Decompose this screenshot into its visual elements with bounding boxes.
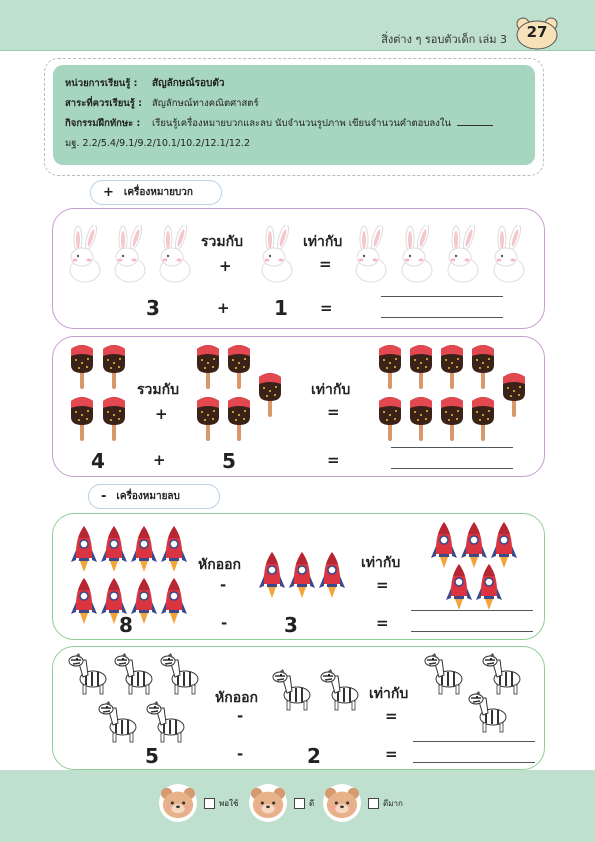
minus-symbol: - (237, 745, 244, 763)
plus-symbol: + (217, 299, 230, 317)
equals-symbol: = (376, 576, 389, 594)
first-number: 3 (146, 296, 160, 320)
answer-blank-sample (457, 125, 493, 126)
operation-word: หักออก (198, 557, 241, 573)
bear-face-icon (156, 784, 200, 822)
header-divider (0, 50, 595, 51)
answer-line-2[interactable] (391, 468, 513, 469)
first-number: 8 (119, 613, 133, 637)
very-good-label: ดีมาก (383, 798, 403, 808)
rocket-group-b (257, 550, 351, 604)
result-word: เท่ากับ (303, 234, 343, 250)
equals-symbol: = (319, 255, 332, 273)
lesson-info-box (44, 58, 544, 176)
result-word: เท่ากับ (311, 382, 351, 398)
standard-row (65, 133, 523, 153)
answer-line-1[interactable] (381, 296, 503, 297)
operation-word: หักออก (215, 690, 258, 706)
second-number: 5 (222, 449, 236, 473)
result-word: เท่ากับ (369, 686, 409, 702)
activity-label: กิจกรรมฝึกทักษะ : (65, 117, 141, 129)
minus-section-label (88, 484, 220, 509)
operation-symbol: + (155, 405, 168, 423)
answer-line-1[interactable] (413, 741, 535, 742)
equals-symbol: = (327, 403, 340, 421)
bear-face-icon (246, 784, 290, 822)
problem-card-1 (52, 208, 545, 329)
fair-label: พอใช้ (219, 798, 239, 808)
problem-card-3 (52, 513, 545, 640)
activity-value: เรียนรู้เครื่องหมายบวกและลบ นับจำนวนรูปภาพ เขียนจำนวนคำตอบลงใน (152, 117, 451, 129)
answer-line-2[interactable] (381, 317, 503, 318)
plus-sign-icon: + (103, 185, 114, 200)
second-number: 2 (307, 744, 321, 768)
page-number-badge (513, 16, 561, 50)
answer-line-2[interactable] (411, 631, 533, 632)
plus-section-label (90, 180, 222, 205)
evaluation-fair (156, 784, 238, 822)
equals-sign: = (376, 614, 389, 632)
zebra-group-result (423, 649, 533, 743)
answer-line-2[interactable] (413, 762, 535, 763)
evaluation-very-good (320, 784, 403, 822)
book-title: สิ่งต่าง ๆ รอบตัวเด็ก เล่ม 3 (381, 33, 507, 46)
good-checkbox[interactable] (294, 798, 305, 809)
unit-label: หน่วยการเรียนรู้ : (65, 77, 138, 89)
bear-face-icon (320, 784, 364, 822)
zebra-group-a (67, 649, 207, 749)
rocket-group-result (429, 520, 523, 610)
very-good-checkbox[interactable] (368, 798, 379, 809)
popsicle-group-b (193, 341, 285, 451)
page-number: 27 (526, 23, 548, 41)
equals-sign: = (327, 451, 340, 469)
minus-symbol: - (221, 614, 228, 632)
good-label: ดี (309, 798, 315, 808)
evaluation-good (246, 784, 314, 822)
first-number: 4 (91, 449, 105, 473)
strand-row (65, 93, 523, 113)
popsicle-group-result (375, 341, 533, 451)
standard-codes: มฐ. 2.2/5.4/9.1/9.2/10.1/10.2/12.1/12.2 (65, 137, 250, 149)
result-word: เท่ากับ (361, 555, 401, 571)
answer-line-1[interactable] (391, 447, 513, 448)
minus-sign-icon: - (101, 489, 107, 504)
strand-label: สาระที่ควรเรียนรู้ : (65, 97, 143, 109)
operation-symbol: + (219, 257, 232, 275)
problem-card-2 (52, 336, 545, 477)
operation-symbol: - (237, 707, 244, 725)
unit-row (65, 73, 523, 93)
plus-symbol: + (153, 451, 166, 469)
fair-checkbox[interactable] (204, 798, 215, 809)
equals-sign: = (320, 299, 333, 317)
equals-sign: = (385, 745, 398, 763)
rabbit-group-b (257, 219, 302, 289)
second-number: 1 (274, 296, 288, 320)
unit-value: สัญลักษณ์รอบตัว (152, 77, 225, 89)
second-number: 3 (284, 613, 298, 637)
answer-line-1[interactable] (411, 610, 533, 611)
operation-word: รวมกับ (137, 382, 179, 398)
problem-card-4 (52, 646, 545, 770)
rabbit-group-result (351, 219, 541, 289)
operation-symbol: - (220, 576, 227, 594)
rabbit-group-a (65, 219, 215, 289)
activity-row (65, 113, 523, 133)
equals-symbol: = (385, 707, 398, 725)
operation-word: รวมกับ (201, 234, 243, 250)
minus-section-title: เครื่องหมายลบ (116, 491, 180, 502)
popsicle-group-a (67, 341, 137, 451)
strand-value: สัญลักษณ์ทางคณิตศาสตร์ (152, 97, 259, 109)
zebra-group-b (271, 665, 367, 715)
first-number: 5 (145, 744, 159, 768)
lesson-info-panel (53, 65, 535, 165)
plus-section-title: เครื่องหมายบวก (123, 187, 193, 198)
